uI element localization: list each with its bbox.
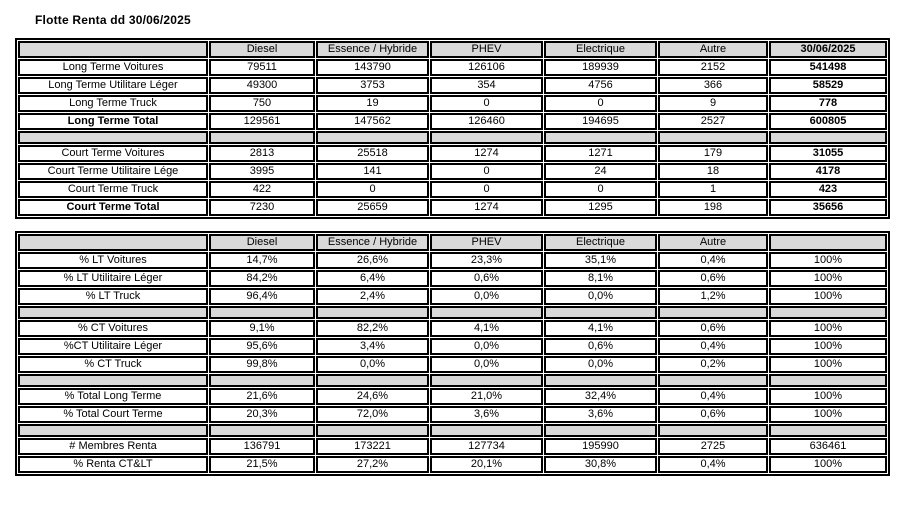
cell-value: 1274	[430, 199, 543, 216]
table-row	[18, 406, 887, 423]
table-row	[18, 95, 887, 112]
spacer-cell	[658, 131, 768, 144]
header-row	[18, 234, 887, 251]
cell-value: 0,0%	[430, 356, 543, 373]
cell-value: 21,0%	[430, 388, 543, 405]
cell-value: 14,7%	[209, 252, 315, 269]
cell-value: 366	[658, 77, 768, 94]
spacer-cell	[430, 424, 543, 437]
cell-value: 136791	[209, 438, 315, 455]
cell-value: 189939	[544, 59, 657, 76]
spacer-cell	[430, 306, 543, 319]
table-row	[18, 388, 887, 405]
spacer-cell	[544, 131, 657, 144]
column-header: Electrique	[544, 41, 657, 58]
spacer-cell	[209, 306, 315, 319]
cell-value: 354	[430, 77, 543, 94]
cell-value: 0,4%	[658, 338, 768, 355]
cell-value: 0,6%	[658, 270, 768, 287]
cell-value: 25518	[316, 145, 429, 162]
cell-value: 21,5%	[209, 456, 315, 473]
cell-value: 84,2%	[209, 270, 315, 287]
header-row	[18, 41, 887, 58]
cell-value: 126106	[430, 59, 543, 76]
cell-value: 31055	[769, 145, 887, 162]
column-header-blank	[18, 41, 208, 58]
cell-value: 127734	[430, 438, 543, 455]
spacer-cell	[209, 424, 315, 437]
cell-value: 0,0%	[430, 288, 543, 305]
table-row	[18, 77, 887, 94]
column-header: Essence / Hybride	[316, 41, 429, 58]
cell-value: 423	[769, 181, 887, 198]
spacer-cell	[18, 374, 208, 387]
cell-value: 0,2%	[658, 356, 768, 373]
cell-value: 27,2%	[316, 456, 429, 473]
cell-value: 20,1%	[430, 456, 543, 473]
cell-value: 0,6%	[430, 270, 543, 287]
cell-value: 2813	[209, 145, 315, 162]
cell-value: 9,1%	[209, 320, 315, 337]
spacer-cell	[658, 424, 768, 437]
spacer-row	[18, 131, 887, 144]
column-header: PHEV	[430, 234, 543, 251]
cell-value: 141	[316, 163, 429, 180]
cell-value: 18	[658, 163, 768, 180]
row-label: Long Terme Voitures	[18, 59, 208, 76]
table-row	[18, 356, 887, 373]
cell-value: 24	[544, 163, 657, 180]
row-label: Court Terme Total	[18, 199, 208, 216]
cell-value: 173221	[316, 438, 429, 455]
column-header: Essence / Hybride	[316, 234, 429, 251]
cell-value: 3,6%	[544, 406, 657, 423]
cell-value: 0	[430, 163, 543, 180]
cell-value: 198	[658, 199, 768, 216]
cell-value: 636461	[769, 438, 887, 455]
spacer-cell	[769, 374, 887, 387]
row-label: Court Terme Truck	[18, 181, 208, 198]
column-header: PHEV	[430, 41, 543, 58]
spacer-cell	[658, 306, 768, 319]
spacer-cell	[430, 374, 543, 387]
table-row	[18, 338, 887, 355]
cell-value: 0,6%	[658, 320, 768, 337]
table-row	[18, 288, 887, 305]
cell-value: 19	[316, 95, 429, 112]
cell-value: 0,0%	[544, 288, 657, 305]
cell-value: 23,3%	[430, 252, 543, 269]
cell-value: 100%	[769, 406, 887, 423]
cell-value: 143790	[316, 59, 429, 76]
cell-value: 99,8%	[209, 356, 315, 373]
page-title: Flotte Renta dd 30/06/2025	[35, 13, 191, 27]
column-header: Diesel	[209, 234, 315, 251]
row-label: Long Terme Utilitare Léger	[18, 77, 208, 94]
cell-value: 72,0%	[316, 406, 429, 423]
cell-value: 179	[658, 145, 768, 162]
cell-value: 32,4%	[544, 388, 657, 405]
cell-value: 0,4%	[658, 252, 768, 269]
cell-value: 96,4%	[209, 288, 315, 305]
cell-value: 100%	[769, 456, 887, 473]
cell-value: 35,1%	[544, 252, 657, 269]
cell-value: 195990	[544, 438, 657, 455]
spacer-cell	[316, 306, 429, 319]
spacer-cell	[658, 374, 768, 387]
cell-value: 3,6%	[430, 406, 543, 423]
table-row	[18, 270, 887, 287]
cell-value: 82,2%	[316, 320, 429, 337]
table-row	[18, 199, 887, 216]
cell-value: 100%	[769, 388, 887, 405]
cell-value: 35656	[769, 199, 887, 216]
row-label: Court Terme Voitures	[18, 145, 208, 162]
row-label: % Total Court Terme	[18, 406, 208, 423]
cell-value: 30,8%	[544, 456, 657, 473]
cell-value: 0	[544, 181, 657, 198]
table-row	[18, 145, 887, 162]
spacer-cell	[209, 131, 315, 144]
cell-value: 0	[430, 181, 543, 198]
row-label: Long Terme Total	[18, 113, 208, 130]
cell-value: 750	[209, 95, 315, 112]
cell-value: 4,1%	[544, 320, 657, 337]
cell-value: 129561	[209, 113, 315, 130]
cell-value: 3995	[209, 163, 315, 180]
cell-value: 9	[658, 95, 768, 112]
row-label: %CT Utilitaire Léger	[18, 338, 208, 355]
spacer-row	[18, 424, 887, 437]
spacer-cell	[769, 131, 887, 144]
row-label: % LT Voitures	[18, 252, 208, 269]
spacer-cell	[544, 424, 657, 437]
cell-value: 0	[430, 95, 543, 112]
spacer-cell	[316, 131, 429, 144]
cell-value: 4756	[544, 77, 657, 94]
cell-value: 0,4%	[658, 388, 768, 405]
row-label: % CT Voitures	[18, 320, 208, 337]
spacer-cell	[209, 374, 315, 387]
cell-value: 2,4%	[316, 288, 429, 305]
cell-value: 4,1%	[430, 320, 543, 337]
cell-value: 0,4%	[658, 456, 768, 473]
cell-value: 0	[544, 95, 657, 112]
row-label: % LT Utilitaire Léger	[18, 270, 208, 287]
cell-value: 778	[769, 95, 887, 112]
fleet-percentages-table	[15, 231, 890, 476]
column-header: Autre	[658, 41, 768, 58]
cell-value: 2527	[658, 113, 768, 130]
cell-value: 2725	[658, 438, 768, 455]
cell-value: 49300	[209, 77, 315, 94]
cell-value: 100%	[769, 320, 887, 337]
cell-value: 26,6%	[316, 252, 429, 269]
column-header-blank	[769, 234, 887, 251]
cell-value: 100%	[769, 270, 887, 287]
row-label: % LT Truck	[18, 288, 208, 305]
cell-value: 100%	[769, 338, 887, 355]
cell-value: 1295	[544, 199, 657, 216]
cell-value: 3753	[316, 77, 429, 94]
column-header: Diesel	[209, 41, 315, 58]
column-header: Electrique	[544, 234, 657, 251]
cell-value: 0,0%	[316, 356, 429, 373]
table-row	[18, 181, 887, 198]
spacer-cell	[769, 424, 887, 437]
cell-value: 7230	[209, 199, 315, 216]
cell-value: 0,0%	[430, 338, 543, 355]
cell-value: 8,1%	[544, 270, 657, 287]
spacer-row	[18, 306, 887, 319]
cell-value: 100%	[769, 288, 887, 305]
cell-value: 0	[316, 181, 429, 198]
cell-value: 79511	[209, 59, 315, 76]
cell-value: 1	[658, 181, 768, 198]
row-label: Court Terme Utilitaire Lége	[18, 163, 208, 180]
cell-value: 541498	[769, 59, 887, 76]
table-row	[18, 320, 887, 337]
cell-value: 1,2%	[658, 288, 768, 305]
cell-value: 95,6%	[209, 338, 315, 355]
spacer-cell	[316, 424, 429, 437]
spacer-cell	[18, 131, 208, 144]
row-label: % Total Long Terme	[18, 388, 208, 405]
cell-value: 1274	[430, 145, 543, 162]
fleet-counts-table	[15, 38, 890, 219]
cell-value: 4178	[769, 163, 887, 180]
spacer-row	[18, 374, 887, 387]
spacer-cell	[430, 131, 543, 144]
cell-value: 126460	[430, 113, 543, 130]
row-label: Long Terme Truck	[18, 95, 208, 112]
cell-value: 147562	[316, 113, 429, 130]
row-label: # Membres Renta	[18, 438, 208, 455]
cell-value: 6,4%	[316, 270, 429, 287]
spacer-cell	[769, 306, 887, 319]
cell-value: 2152	[658, 59, 768, 76]
cell-value: 3,4%	[316, 338, 429, 355]
cell-value: 0,6%	[658, 406, 768, 423]
table-row	[18, 438, 887, 455]
table-row	[18, 163, 887, 180]
row-label: % CT Truck	[18, 356, 208, 373]
cell-value: 1271	[544, 145, 657, 162]
cell-value: 600805	[769, 113, 887, 130]
cell-value: 100%	[769, 356, 887, 373]
cell-value: 20,3%	[209, 406, 315, 423]
spacer-cell	[18, 306, 208, 319]
cell-value: 0,0%	[544, 356, 657, 373]
column-header: Autre	[658, 234, 768, 251]
cell-value: 194695	[544, 113, 657, 130]
cell-value: 100%	[769, 252, 887, 269]
table-row	[18, 456, 887, 473]
column-header-blank	[18, 234, 208, 251]
cell-value: 25659	[316, 199, 429, 216]
column-header: 30/06/2025	[769, 41, 887, 58]
spacer-cell	[544, 306, 657, 319]
spacer-cell	[18, 424, 208, 437]
table-row	[18, 252, 887, 269]
spacer-cell	[544, 374, 657, 387]
row-label: % Renta CT&LT	[18, 456, 208, 473]
cell-value: 58529	[769, 77, 887, 94]
cell-value: 0,6%	[544, 338, 657, 355]
cell-value: 422	[209, 181, 315, 198]
table-row	[18, 113, 887, 130]
table-row	[18, 59, 887, 76]
cell-value: 24,6%	[316, 388, 429, 405]
spacer-cell	[316, 374, 429, 387]
cell-value: 21,6%	[209, 388, 315, 405]
